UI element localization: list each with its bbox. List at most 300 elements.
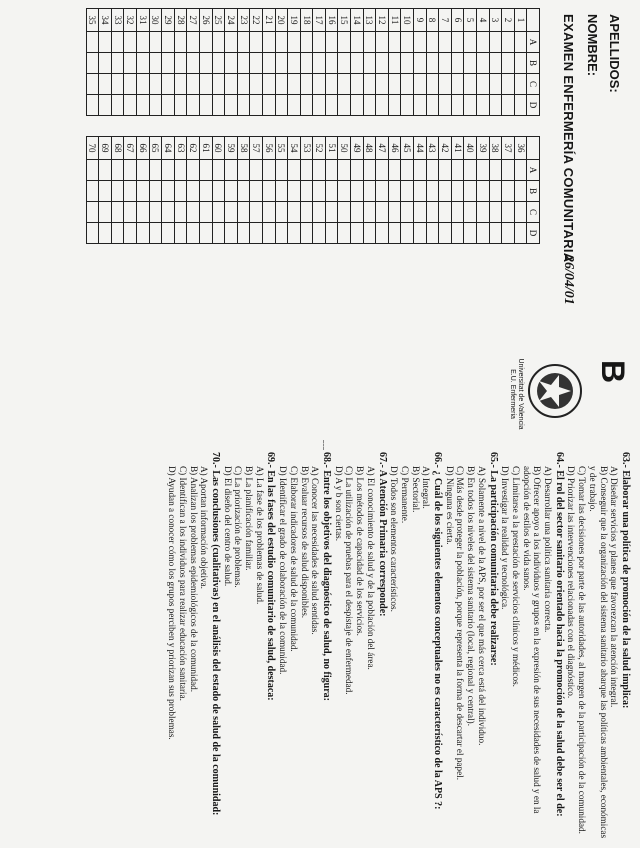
answer-cell[interactable] bbox=[262, 202, 275, 223]
answer-cell[interactable] bbox=[464, 53, 477, 74]
answer-cell[interactable] bbox=[388, 223, 401, 244]
answer-cell[interactable] bbox=[502, 95, 515, 116]
answer-cell[interactable] bbox=[149, 223, 162, 244]
answer-cell[interactable] bbox=[439, 32, 452, 53]
answer-cell[interactable] bbox=[351, 181, 364, 202]
answer-cell[interactable] bbox=[99, 53, 112, 74]
answer-cell[interactable] bbox=[187, 95, 200, 116]
answer-cell[interactable] bbox=[426, 160, 439, 181]
grid-col-header: A bbox=[527, 160, 540, 181]
answer-cell[interactable] bbox=[225, 160, 238, 181]
answer-cell[interactable] bbox=[401, 223, 414, 244]
answer-cell[interactable] bbox=[464, 95, 477, 116]
answer-cell[interactable] bbox=[489, 202, 502, 223]
answer-cell[interactable] bbox=[351, 223, 364, 244]
answer-cell[interactable] bbox=[464, 223, 477, 244]
answer-cell[interactable] bbox=[162, 160, 175, 181]
answer-cell[interactable] bbox=[376, 53, 389, 74]
answer-row bbox=[477, 9, 490, 244]
answer-cell[interactable] bbox=[162, 181, 175, 202]
answer-cell[interactable] bbox=[174, 74, 187, 95]
answer-cell[interactable] bbox=[174, 32, 187, 53]
answer-cell[interactable] bbox=[124, 202, 137, 223]
answer-cell[interactable] bbox=[451, 32, 464, 53]
answer-cell[interactable] bbox=[325, 95, 338, 116]
answer-cell[interactable] bbox=[514, 202, 527, 223]
answer-cell[interactable] bbox=[338, 53, 351, 74]
answer-cell[interactable] bbox=[300, 181, 313, 202]
answer-cell[interactable] bbox=[502, 223, 515, 244]
answer-cell[interactable] bbox=[199, 181, 212, 202]
answer-cell[interactable] bbox=[225, 202, 238, 223]
answer-cell[interactable] bbox=[514, 74, 527, 95]
answer-cell[interactable] bbox=[376, 95, 389, 116]
answer-cell[interactable] bbox=[351, 160, 364, 181]
answer-row bbox=[439, 9, 452, 244]
answer-cell[interactable] bbox=[111, 53, 124, 74]
answer-row bbox=[275, 9, 288, 244]
answer-cell[interactable] bbox=[86, 95, 99, 116]
answer-cell[interactable] bbox=[489, 53, 502, 74]
answer-cell[interactable] bbox=[212, 223, 225, 244]
answer-cell[interactable] bbox=[137, 160, 150, 181]
answer-cell[interactable] bbox=[514, 160, 527, 181]
answer-cell[interactable] bbox=[237, 160, 250, 181]
answer-cell[interactable] bbox=[464, 160, 477, 181]
answer-cell[interactable] bbox=[174, 160, 187, 181]
answer-cell[interactable] bbox=[199, 53, 212, 74]
answer-cell[interactable] bbox=[212, 74, 225, 95]
answer-cell[interactable] bbox=[514, 95, 527, 116]
answer-cell[interactable] bbox=[124, 181, 137, 202]
answer-cell[interactable] bbox=[363, 32, 376, 53]
answer-cell[interactable] bbox=[124, 95, 137, 116]
answer-cell[interactable] bbox=[174, 181, 187, 202]
answer-cell[interactable] bbox=[288, 32, 301, 53]
answer-cell[interactable] bbox=[477, 32, 490, 53]
answer-cell[interactable] bbox=[86, 160, 99, 181]
answer-cell[interactable] bbox=[451, 223, 464, 244]
answer-cell[interactable] bbox=[137, 74, 150, 95]
answer-cell[interactable] bbox=[351, 32, 364, 53]
answer-cell[interactable] bbox=[300, 53, 313, 74]
answer-cell[interactable] bbox=[162, 95, 175, 116]
answer-cell[interactable] bbox=[313, 74, 326, 95]
answer-cell[interactable] bbox=[514, 181, 527, 202]
answer-cell[interactable] bbox=[174, 95, 187, 116]
answer-cell[interactable] bbox=[187, 181, 200, 202]
answer-cell[interactable] bbox=[199, 32, 212, 53]
answer-cell[interactable] bbox=[111, 74, 124, 95]
answer-cell[interactable] bbox=[351, 53, 364, 74]
answer-cell[interactable] bbox=[489, 160, 502, 181]
answer-cell[interactable] bbox=[212, 53, 225, 74]
answer-cell[interactable] bbox=[275, 223, 288, 244]
answer-cell[interactable] bbox=[124, 223, 137, 244]
answer-cell[interactable] bbox=[99, 160, 112, 181]
answer-cell[interactable] bbox=[439, 95, 452, 116]
question-number: 7 bbox=[439, 9, 452, 32]
answer-cell[interactable] bbox=[388, 202, 401, 223]
answer-cell[interactable] bbox=[338, 95, 351, 116]
answer-cell[interactable] bbox=[174, 202, 187, 223]
answer-cell[interactable] bbox=[199, 160, 212, 181]
answer-cell[interactable] bbox=[401, 53, 414, 74]
answer-cell[interactable] bbox=[426, 95, 439, 116]
answer-cell[interactable] bbox=[99, 95, 112, 116]
answer-cell[interactable] bbox=[250, 223, 263, 244]
answer-cell[interactable] bbox=[388, 181, 401, 202]
answer-cell[interactable] bbox=[262, 74, 275, 95]
answer-cell[interactable] bbox=[162, 53, 175, 74]
answer-cell[interactable] bbox=[86, 223, 99, 244]
answer-cell[interactable] bbox=[313, 223, 326, 244]
answer-cell[interactable] bbox=[111, 223, 124, 244]
answer-cell[interactable] bbox=[451, 53, 464, 74]
answer-cell[interactable] bbox=[99, 32, 112, 53]
answer-cell[interactable] bbox=[111, 202, 124, 223]
answer-cell[interactable] bbox=[514, 32, 527, 53]
answer-cell[interactable] bbox=[451, 181, 464, 202]
answer-cell[interactable] bbox=[137, 32, 150, 53]
answer-cell[interactable] bbox=[262, 95, 275, 116]
answer-cell[interactable] bbox=[262, 223, 275, 244]
answer-cell[interactable] bbox=[174, 53, 187, 74]
answer-cell[interactable] bbox=[237, 223, 250, 244]
answer-cell[interactable] bbox=[275, 181, 288, 202]
answer-cell[interactable] bbox=[414, 32, 427, 53]
answer-cell[interactable] bbox=[439, 160, 452, 181]
answer-cell[interactable] bbox=[225, 223, 238, 244]
answer-cell[interactable] bbox=[137, 223, 150, 244]
answer-cell[interactable] bbox=[250, 160, 263, 181]
answer-cell[interactable] bbox=[451, 74, 464, 95]
answer-cell[interactable] bbox=[338, 223, 351, 244]
answer-cell[interactable] bbox=[300, 95, 313, 116]
answer-cell[interactable] bbox=[325, 223, 338, 244]
answer-cell[interactable] bbox=[414, 53, 427, 74]
answer-cell[interactable] bbox=[426, 53, 439, 74]
answer-cell[interactable] bbox=[187, 74, 200, 95]
answer-cell[interactable] bbox=[86, 181, 99, 202]
answer-cell[interactable] bbox=[338, 32, 351, 53]
answer-cell[interactable] bbox=[502, 32, 515, 53]
answer-cell[interactable] bbox=[124, 53, 137, 74]
answer-cell[interactable] bbox=[401, 74, 414, 95]
answer-cell[interactable] bbox=[99, 181, 112, 202]
answer-cell[interactable] bbox=[363, 95, 376, 116]
answer-cell[interactable] bbox=[262, 181, 275, 202]
answer-cell[interactable] bbox=[86, 53, 99, 74]
answer-cell[interactable] bbox=[514, 223, 527, 244]
answer-cell[interactable] bbox=[288, 202, 301, 223]
answer-cell[interactable] bbox=[414, 74, 427, 95]
answer-cell[interactable] bbox=[489, 32, 502, 53]
answer-cell[interactable] bbox=[426, 223, 439, 244]
answer-cell[interactable] bbox=[162, 202, 175, 223]
answer-cell[interactable] bbox=[401, 181, 414, 202]
answer-cell[interactable] bbox=[401, 95, 414, 116]
answer-cell[interactable] bbox=[388, 53, 401, 74]
answer-cell[interactable] bbox=[489, 74, 502, 95]
answer-cell[interactable] bbox=[325, 160, 338, 181]
answer-cell[interactable] bbox=[388, 95, 401, 116]
answer-cell[interactable] bbox=[137, 202, 150, 223]
answer-cell[interactable] bbox=[99, 223, 112, 244]
answer-cell[interactable] bbox=[477, 95, 490, 116]
answer-cell[interactable] bbox=[338, 160, 351, 181]
answer-cell[interactable] bbox=[275, 95, 288, 116]
answer-option: B) Sectorial. bbox=[410, 466, 421, 513]
answer-cell[interactable] bbox=[426, 181, 439, 202]
answer-option: B) Analizan los problemas epidemiológicos de la comunidad. bbox=[188, 466, 199, 693]
answer-cell[interactable] bbox=[149, 160, 162, 181]
answer-cell[interactable] bbox=[376, 223, 389, 244]
answer-cell[interactable] bbox=[351, 202, 364, 223]
answer-cell[interactable] bbox=[376, 202, 389, 223]
answer-cell[interactable] bbox=[262, 53, 275, 74]
answer-cell[interactable] bbox=[212, 181, 225, 202]
answer-cell[interactable] bbox=[477, 202, 490, 223]
answer-cell[interactable] bbox=[237, 53, 250, 74]
answer-cell[interactable] bbox=[275, 53, 288, 74]
answer-cell[interactable] bbox=[149, 202, 162, 223]
answer-cell[interactable] bbox=[275, 74, 288, 95]
answer-cell[interactable] bbox=[300, 32, 313, 53]
answer-cell[interactable] bbox=[313, 202, 326, 223]
answer-cell[interactable] bbox=[477, 181, 490, 202]
answer-cell[interactable] bbox=[313, 53, 326, 74]
answer-cell[interactable] bbox=[225, 32, 238, 53]
answer-cell[interactable] bbox=[325, 32, 338, 53]
question-number: 65 bbox=[149, 137, 162, 160]
answer-cell[interactable] bbox=[149, 181, 162, 202]
answer-cell[interactable] bbox=[199, 74, 212, 95]
answer-cell[interactable] bbox=[137, 53, 150, 74]
answer-row bbox=[212, 9, 225, 244]
answer-cell[interactable] bbox=[199, 202, 212, 223]
answer-cell[interactable] bbox=[162, 74, 175, 95]
answer-cell[interactable] bbox=[262, 160, 275, 181]
answer-cell[interactable] bbox=[426, 74, 439, 95]
answer-cell[interactable] bbox=[351, 74, 364, 95]
answer-cell[interactable] bbox=[489, 181, 502, 202]
answer-cell[interactable] bbox=[414, 223, 427, 244]
answer-cell[interactable] bbox=[187, 223, 200, 244]
answer-cell[interactable] bbox=[149, 32, 162, 53]
answer-cell[interactable] bbox=[250, 95, 263, 116]
question-number: 28 bbox=[174, 9, 187, 32]
answer-cell[interactable] bbox=[250, 32, 263, 53]
answer-cell[interactable] bbox=[489, 223, 502, 244]
answer-cell[interactable] bbox=[439, 202, 452, 223]
answer-cell[interactable] bbox=[464, 32, 477, 53]
answer-cell[interactable] bbox=[464, 202, 477, 223]
answer-cell[interactable] bbox=[451, 160, 464, 181]
answer-cell[interactable] bbox=[489, 95, 502, 116]
answer-cell[interactable] bbox=[288, 160, 301, 181]
question-number: 53 bbox=[300, 137, 313, 160]
answer-cell[interactable] bbox=[439, 181, 452, 202]
answer-cell[interactable] bbox=[376, 181, 389, 202]
answer-cell[interactable] bbox=[363, 160, 376, 181]
answer-cell[interactable] bbox=[124, 160, 137, 181]
answer-cell[interactable] bbox=[237, 95, 250, 116]
question-number: 45 bbox=[401, 137, 414, 160]
answer-cell[interactable] bbox=[376, 74, 389, 95]
answer-cell[interactable] bbox=[414, 181, 427, 202]
answer-cell[interactable] bbox=[363, 181, 376, 202]
answer-cell[interactable] bbox=[212, 32, 225, 53]
answer-cell[interactable] bbox=[275, 32, 288, 53]
answer-cell[interactable] bbox=[363, 202, 376, 223]
answer-cell[interactable] bbox=[313, 160, 326, 181]
answer-cell[interactable] bbox=[225, 53, 238, 74]
answer-cell[interactable] bbox=[451, 95, 464, 116]
answer-cell[interactable] bbox=[162, 32, 175, 53]
answer-cell[interactable] bbox=[325, 202, 338, 223]
answer-cell[interactable] bbox=[300, 160, 313, 181]
answer-cell[interactable] bbox=[514, 53, 527, 74]
answer-cell[interactable] bbox=[237, 32, 250, 53]
answer-cell[interactable] bbox=[137, 95, 150, 116]
answer-cell[interactable] bbox=[237, 181, 250, 202]
answer-cell[interactable] bbox=[199, 223, 212, 244]
answer-cell[interactable] bbox=[111, 95, 124, 116]
answer-cell[interactable] bbox=[401, 202, 414, 223]
answer-cell[interactable] bbox=[288, 223, 301, 244]
answer-cell[interactable] bbox=[99, 202, 112, 223]
answer-cell[interactable] bbox=[149, 74, 162, 95]
answer-cell[interactable] bbox=[363, 74, 376, 95]
answer-cell[interactable] bbox=[111, 160, 124, 181]
answer-cell[interactable] bbox=[439, 53, 452, 74]
answer-cell[interactable] bbox=[86, 32, 99, 53]
answer-cell[interactable] bbox=[237, 74, 250, 95]
answer-cell[interactable] bbox=[401, 32, 414, 53]
answer-cell[interactable] bbox=[451, 202, 464, 223]
answer-cell[interactable] bbox=[250, 53, 263, 74]
answer-cell[interactable] bbox=[325, 74, 338, 95]
answer-cell[interactable] bbox=[199, 95, 212, 116]
answer-cell[interactable] bbox=[300, 202, 313, 223]
question-number: 20 bbox=[275, 9, 288, 32]
answer-cell[interactable] bbox=[502, 202, 515, 223]
version-letter: B bbox=[595, 360, 631, 384]
answer-cell[interactable] bbox=[477, 74, 490, 95]
answer-cell[interactable] bbox=[275, 160, 288, 181]
answer-cell[interactable] bbox=[262, 32, 275, 53]
answer-cell[interactable] bbox=[275, 202, 288, 223]
answer-cell[interactable] bbox=[325, 53, 338, 74]
answer-cell[interactable] bbox=[313, 181, 326, 202]
answer-cell[interactable] bbox=[414, 160, 427, 181]
answer-cell[interactable] bbox=[187, 160, 200, 181]
answer-cell[interactable] bbox=[363, 223, 376, 244]
answer-row bbox=[388, 9, 401, 244]
answer-cell[interactable] bbox=[439, 74, 452, 95]
answer-cell[interactable] bbox=[351, 95, 364, 116]
answer-cell[interactable] bbox=[250, 181, 263, 202]
question-number: 64 bbox=[162, 137, 175, 160]
answer-cell[interactable] bbox=[414, 95, 427, 116]
answer-cell[interactable] bbox=[86, 74, 99, 95]
answer-cell[interactable] bbox=[288, 95, 301, 116]
answer-cell[interactable] bbox=[300, 74, 313, 95]
answer-cell[interactable] bbox=[288, 181, 301, 202]
answer-cell[interactable] bbox=[212, 202, 225, 223]
answer-cell[interactable] bbox=[124, 32, 137, 53]
answer-cell[interactable] bbox=[250, 74, 263, 95]
answer-cell[interactable] bbox=[111, 32, 124, 53]
answer-cell[interactable] bbox=[338, 202, 351, 223]
answer-cell[interactable] bbox=[477, 223, 490, 244]
answer-cell[interactable] bbox=[401, 160, 414, 181]
answer-cell[interactable] bbox=[237, 202, 250, 223]
answer-cell[interactable] bbox=[502, 181, 515, 202]
answer-cell[interactable] bbox=[212, 160, 225, 181]
question-list bbox=[6, 452, 630, 842]
answer-cell[interactable] bbox=[288, 53, 301, 74]
answer-cell[interactable] bbox=[250, 202, 263, 223]
answer-cell[interactable] bbox=[388, 160, 401, 181]
answer-cell[interactable] bbox=[313, 95, 326, 116]
answer-cell[interactable] bbox=[414, 202, 427, 223]
answer-cell[interactable] bbox=[149, 53, 162, 74]
answer-cell[interactable] bbox=[325, 181, 338, 202]
answer-cell[interactable] bbox=[338, 181, 351, 202]
answer-cell[interactable] bbox=[212, 95, 225, 116]
answer-cell[interactable] bbox=[174, 223, 187, 244]
answer-cell[interactable] bbox=[502, 160, 515, 181]
answer-cell[interactable] bbox=[313, 32, 326, 53]
answer-cell[interactable] bbox=[376, 32, 389, 53]
answer-cell[interactable] bbox=[477, 53, 490, 74]
answer-cell[interactable] bbox=[502, 53, 515, 74]
answer-cell[interactable] bbox=[124, 74, 137, 95]
answer-option: D) Ninguna es cierta. bbox=[444, 466, 455, 545]
answer-cell[interactable] bbox=[426, 32, 439, 53]
answer-cell[interactable] bbox=[86, 202, 99, 223]
answer-cell[interactable] bbox=[187, 32, 200, 53]
answer-cell[interactable] bbox=[111, 181, 124, 202]
answer-cell[interactable] bbox=[439, 223, 452, 244]
answer-cell[interactable] bbox=[363, 53, 376, 74]
answer-cell[interactable] bbox=[464, 181, 477, 202]
answer-cell[interactable] bbox=[225, 95, 238, 116]
answer-cell[interactable] bbox=[388, 74, 401, 95]
answer-cell[interactable] bbox=[502, 74, 515, 95]
answer-cell[interactable] bbox=[187, 202, 200, 223]
answer-cell[interactable] bbox=[225, 181, 238, 202]
grid-gap bbox=[376, 116, 389, 137]
answer-cell[interactable] bbox=[477, 160, 490, 181]
answer-cell[interactable] bbox=[162, 223, 175, 244]
answer-cell[interactable] bbox=[388, 32, 401, 53]
answer-cell[interactable] bbox=[338, 74, 351, 95]
answer-cell[interactable] bbox=[376, 160, 389, 181]
answer-cell[interactable] bbox=[300, 223, 313, 244]
answer-cell[interactable] bbox=[99, 74, 112, 95]
answer-row bbox=[464, 9, 477, 244]
answer-cell[interactable] bbox=[225, 74, 238, 95]
answer-cell[interactable] bbox=[149, 95, 162, 116]
answer-cell[interactable] bbox=[426, 202, 439, 223]
answer-cell[interactable] bbox=[288, 74, 301, 95]
answer-cell[interactable] bbox=[464, 74, 477, 95]
answer-cell[interactable] bbox=[187, 53, 200, 74]
answer-cell[interactable] bbox=[137, 181, 150, 202]
